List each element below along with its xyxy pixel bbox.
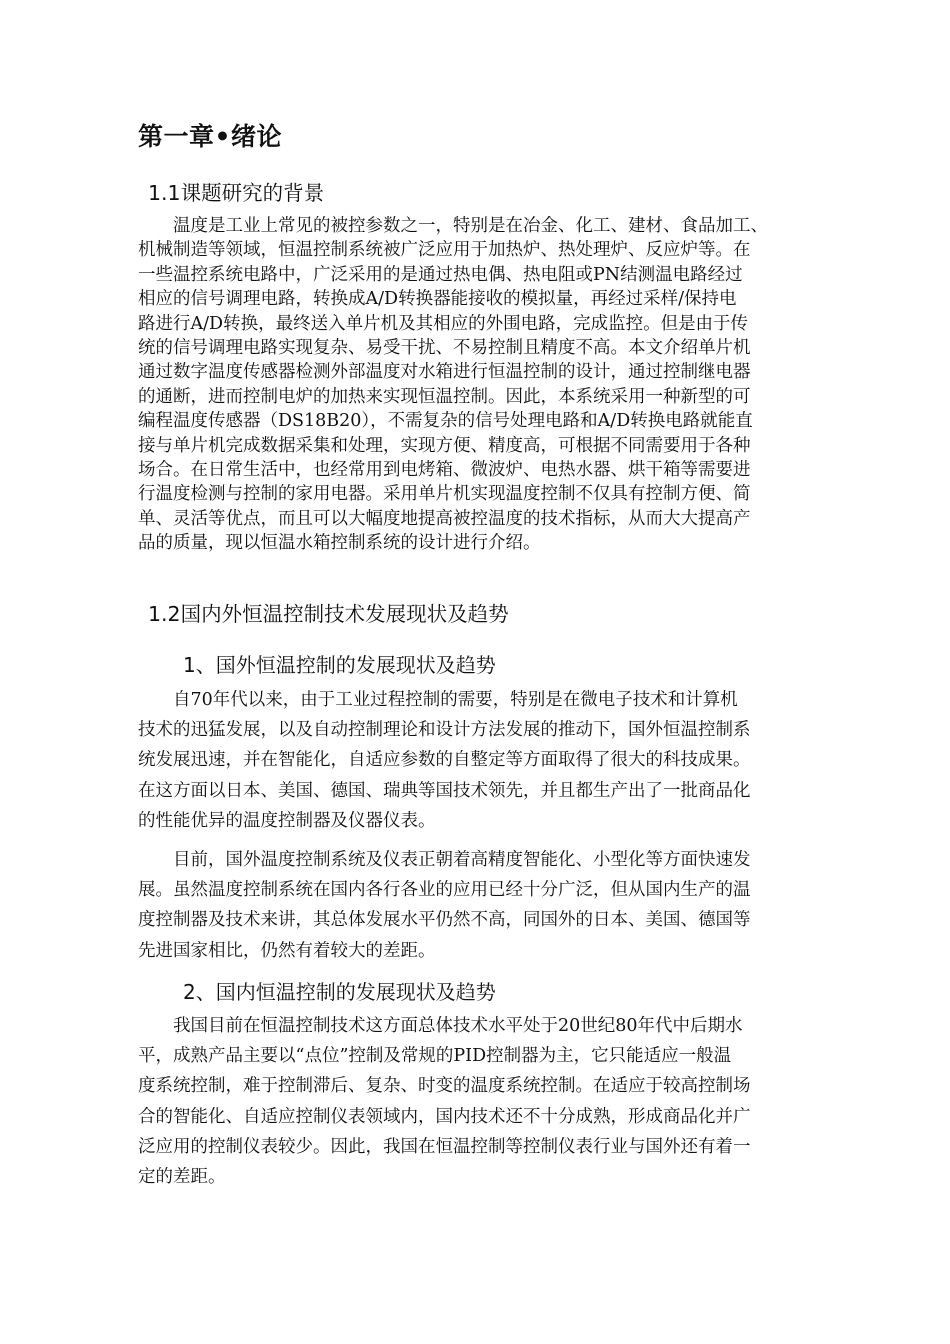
subsection-heading-1: 1、国外恒温控制的发展现状及趋势 bbox=[183, 653, 496, 677]
text-line: 统发展迅速，并在智能化，自适应参数的自整定等方面取得了很大的科技成果。 bbox=[138, 750, 751, 771]
section-heading-1-1: 1.1课题研究的背景 bbox=[148, 181, 325, 205]
text-line: 定的差距。 bbox=[138, 1167, 226, 1187]
text-line: 通过数字温度传感器检测外部温度对水箱进行恒温控制的设计，通过控制继电器 bbox=[138, 362, 751, 383]
text-line: 机械制造等领域，恒温控制系统被广泛应用于加热炉、热处理炉、反应炉等。在 bbox=[138, 240, 751, 261]
text-line: 自70年代以来，由于工业过程控制的需要，特别是在微电子技术和计算机 bbox=[173, 690, 738, 710]
section-heading-1-2: 1.2国内外恒温控制技术发展现状及趋势 bbox=[148, 602, 509, 626]
text-line: 平，成熟产品主要以“点位”控制及常规的PID控制器为主，它只能适应一般温 bbox=[138, 1046, 732, 1067]
text-line: 行温度检测与控制的家用电器。采用单片机实现温度控制不仅具有控制方便、简 bbox=[138, 484, 751, 505]
text-line: 温度是工业上常见的被控参数之一，特别是在冶金、化工、建材、食品加工、 bbox=[173, 216, 768, 236]
text-line: 的性能优异的温度控制器及仪器仪表。 bbox=[138, 810, 436, 831]
text-line: 的通断，进而控制电炉的加热来实现恒温控制。因此，本系统采用一种新型的可 bbox=[138, 386, 751, 407]
text-line: 在这方面以日本、美国、德国、瑞典等国技术领先，并且都生产出了一批商品化 bbox=[138, 780, 751, 801]
text-line: 统的信号调理电路实现复杂、易受干扰、不易控制且精度不高。本文介绍单片机 bbox=[138, 338, 751, 358]
text-line: 先进国家相比，仍然有着较大的差距。 bbox=[138, 940, 436, 961]
text-line: 合的智能化、自适应控制仪表领域内，国内技术还不十分成熟，形成商品化并广 bbox=[138, 1106, 751, 1127]
text-line: 路进行A/D转换，最终送入单片机及其相应的外围电路，完成监控。但是由于传 bbox=[138, 313, 749, 334]
text-line: 场合。在日常生活中，也经常用到电烤箱、微波炉、电热水器、烘干箱等需要进 bbox=[138, 460, 751, 480]
text-line: 度控制器及技术来讲，其总体发展水平仍然不高，同国外的日本、美国、德国等 bbox=[138, 910, 751, 931]
chapter-title: 第一章•绪论 bbox=[138, 122, 282, 151]
text-line: 泛应用的控制仪表较少。因此，我国在恒温控制等控制仪表行业与国外还有着一 bbox=[138, 1136, 751, 1157]
text-line: 技术的迅猛发展，以及自动控制理论和设计方法发展的推动下，国外恒温控制系 bbox=[138, 720, 751, 741]
text-line: 度系统控制，难于控制滞后、复杂、时变的温度系统控制。在适应于较高控制场 bbox=[138, 1076, 751, 1097]
subsection-heading-2: 2、国内恒温控制的发展现状及趋势 bbox=[183, 980, 496, 1004]
text-line: 编程温度传感器（DS18B20），不需复杂的信号处理电路和A/D转换电路就能直 bbox=[138, 411, 753, 432]
text-line: 我国目前在恒温控制技术这方面总体技术水平处于20世纪80年代中后期水 bbox=[173, 1016, 743, 1036]
text-line: 相应的信号调理电路，转换成A/D转换器能接收的模拟量，再经过采样/保持电 bbox=[138, 289, 737, 310]
text-line: 展。虽然温度控制系统在国内各行各业的应用已经十分广泛，但从国内生产的温 bbox=[138, 880, 751, 901]
text-line: 目前，国外温度控制系统及仪表正朝着高精度智能化、小型化等方面快速发 bbox=[173, 850, 751, 870]
text-line: 单、灵活等优点，而且可以大幅度地提高被控温度的技术指标，从而大大提高产 bbox=[138, 508, 751, 529]
text-line: 品的质量，现以恒温水箱控制系统的设计进行介绍。 bbox=[138, 533, 541, 554]
text-line: 一些温控系统电路中，广泛采用的是通过热电偶、热电阻或PN结测温电路经过 bbox=[138, 264, 743, 285]
text-line: 接与单片机完成数据采集和处理，实现方便、精度高，可根据不同需要用于各种 bbox=[138, 435, 751, 456]
